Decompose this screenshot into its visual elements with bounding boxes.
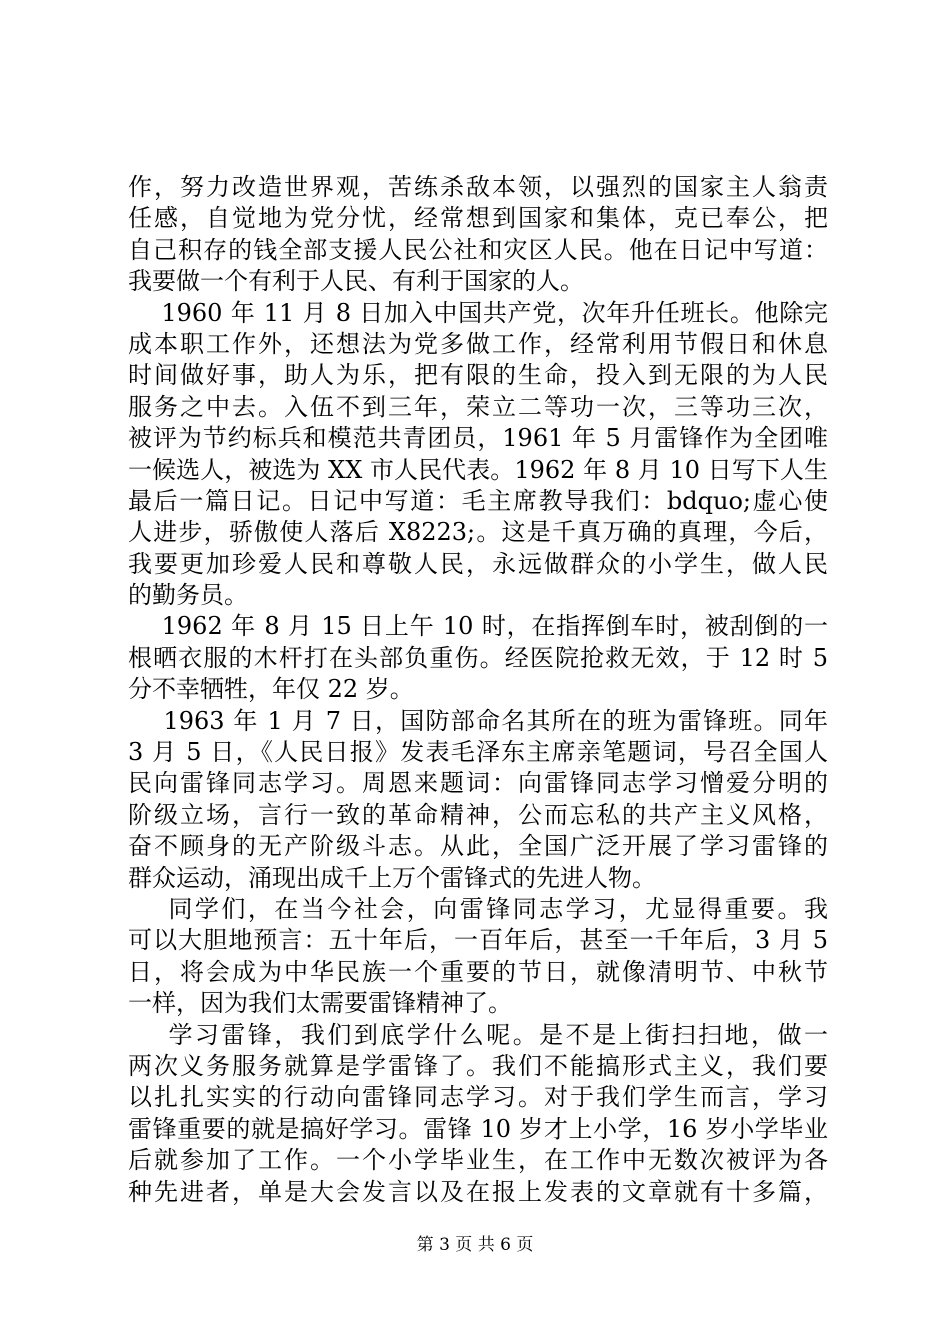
text-line: 最后一篇日记。日记中写道：毛主席教导我们：bdquo;虚心使 <box>128 486 828 515</box>
text-line: 1960 年 11 月 8 日加入中国共产党，次年升任班长。他除完 <box>128 298 828 327</box>
text-line: 同学们，在当今社会，向雷锋同志学习，尤显得重要。我 <box>128 894 828 923</box>
text-line: 人进步，骄傲使人落后 X8223;。这是千真万确的真理，今后， <box>128 518 828 547</box>
text-line: 成本职工作外，还想法为党多做工作，经常利用节假日和休息 <box>128 329 828 358</box>
text-line: 以扎扎实实的行动向雷锋同志学习。对于我们学生而言，学习 <box>128 1083 828 1112</box>
text-line: 一候选人，被选为 XX 市人民代表。1962 年 8 月 10 日写下人生 <box>128 455 828 484</box>
text-line: 根晒衣服的木杆打在头部负重伤。经医院抢救无效，于 12 时 5 <box>128 643 828 672</box>
text-line: 服务之中去。入伍不到三年，荣立二等功一次，三等功三次， <box>128 392 828 421</box>
text-line: 奋不顾身的无产阶级斗志。从此，全国广泛开展了学习雷锋的 <box>128 832 828 861</box>
text-line: 自己积存的钱全部支援人民公社和灾区人民。他在日记中写道： <box>128 235 828 264</box>
text-line: 我要做一个有利于人民、有利于国家的人。 <box>128 267 584 296</box>
text-line: 任感，自觉地为党分忧，经常想到国家和集体，克已奉公，把 <box>128 204 828 233</box>
text-line: 3 月 5 日，《人民日报》发表毛泽东主席亲笔题词，号召全国人 <box>128 738 828 767</box>
text-line: 民向雷锋同志学习。周恩来题词：向雷锋同志学习憎爱分明的 <box>128 769 828 798</box>
text-line: 两次义务服务就算是学雷锋了。我们不能搞形式主义，我们要 <box>128 1051 828 1080</box>
text-line: 的勤务员。 <box>128 581 248 610</box>
text-line: 学习雷锋，我们到底学什么呢。是不是上街扫扫地，做一 <box>128 1020 828 1049</box>
text-line: 一样，因为我们太需要雷锋精神了。 <box>128 989 512 1018</box>
page-footer: 第 3 页 共 6 页 <box>416 1235 534 1255</box>
text-line: 1962 年 8 月 15 日上午 10 时，在指挥倒车时，被刮倒的一 <box>128 612 828 641</box>
text-line: 时间做好事，助人为乐，把有限的生命，投入到无限的为人民 <box>128 361 828 390</box>
text-line: 阶级立场，言行一致的革命精神，公而忘私的共产主义风格， <box>128 800 828 829</box>
text-line: 作，努力改造世界观，苦练杀敌本领，以强烈的国家主人翁责 <box>128 173 828 201</box>
text-line: 群众运动，涌现出成千上万个雷锋式的先进人物。 <box>128 863 656 892</box>
text-line: 被评为节约标兵和模范共青团员，1961 年 5 月雷锋作为全团唯 <box>128 424 828 453</box>
text-line: 日，将会成为中华民族一个重要的节日，就像清明节、中秋节 <box>128 957 828 986</box>
text-line: 可以大胆地预言：五十年后，一百年后，甚至一千年后，3 月 5 <box>128 926 828 955</box>
text-line: 我要更加珍爱人民和尊敬人民，永远做群众的小学生，做人民 <box>128 549 828 578</box>
text-line: 1963 年 1 月 7 日，国防部命名其所在的班为雷锋班。同年 <box>128 706 828 735</box>
text-line: 种先进者，单是大会发言以及在报上发表的文章就有十多篇， <box>128 1177 828 1206</box>
text-line: 后就参加了工作。一个小学毕业生，在工作中无数次被评为各 <box>128 1146 828 1175</box>
body-text <box>128 172 828 1208</box>
text-line: 分不幸牺牲，年仅 22 岁。 <box>128 675 414 704</box>
text-line: 雷锋重要的就是搞好学习。雷锋 10 岁才上小学，16 岁小学毕业 <box>128 1114 828 1143</box>
